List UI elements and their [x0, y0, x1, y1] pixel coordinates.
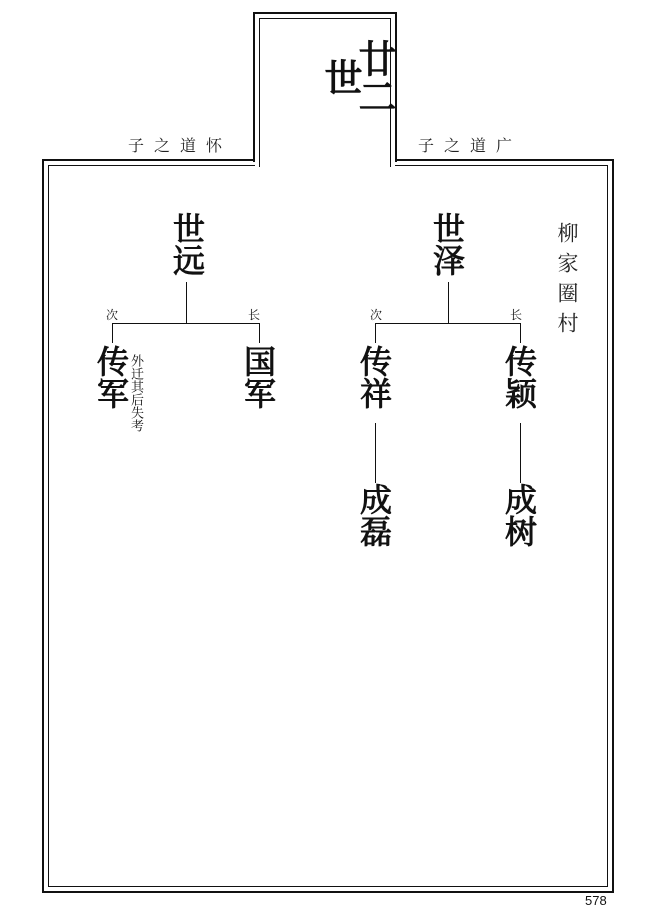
grandchild-name: 成磊 [355, 483, 393, 547]
root-name-right: 世泽 [428, 212, 466, 276]
connector-line [112, 323, 260, 324]
rank-label: 长 [248, 308, 261, 322]
village-name: 柳家圈村 [555, 222, 579, 342]
child-name: 传祥 [355, 345, 393, 409]
lineage-right: 子之道广 [418, 136, 523, 155]
connector-line [112, 323, 113, 343]
child-name: 传军 [92, 345, 130, 409]
connector-line [375, 323, 521, 324]
tab-gap [255, 150, 395, 167]
connector-line [520, 323, 521, 343]
root-name-left: 世远 [168, 212, 206, 276]
connector-line [375, 323, 376, 343]
page-number: 578 [585, 893, 607, 908]
rank-label: 长 [510, 308, 523, 322]
connector-line [448, 282, 449, 323]
child-name: 传颖 [500, 345, 538, 409]
generation-title: 廿二世 [318, 39, 397, 115]
rank-label: 次 [370, 308, 383, 322]
child-note: 外迁其后失考 [128, 354, 143, 432]
connector-line [259, 323, 260, 343]
connector-line [375, 423, 376, 483]
rank-label: 次 [106, 308, 119, 322]
child-name: 国军 [239, 345, 277, 409]
lineage-left: 子之道怀 [128, 136, 233, 155]
grandchild-name: 成树 [500, 483, 538, 547]
connector-line [186, 282, 187, 323]
connector-line [520, 423, 521, 483]
